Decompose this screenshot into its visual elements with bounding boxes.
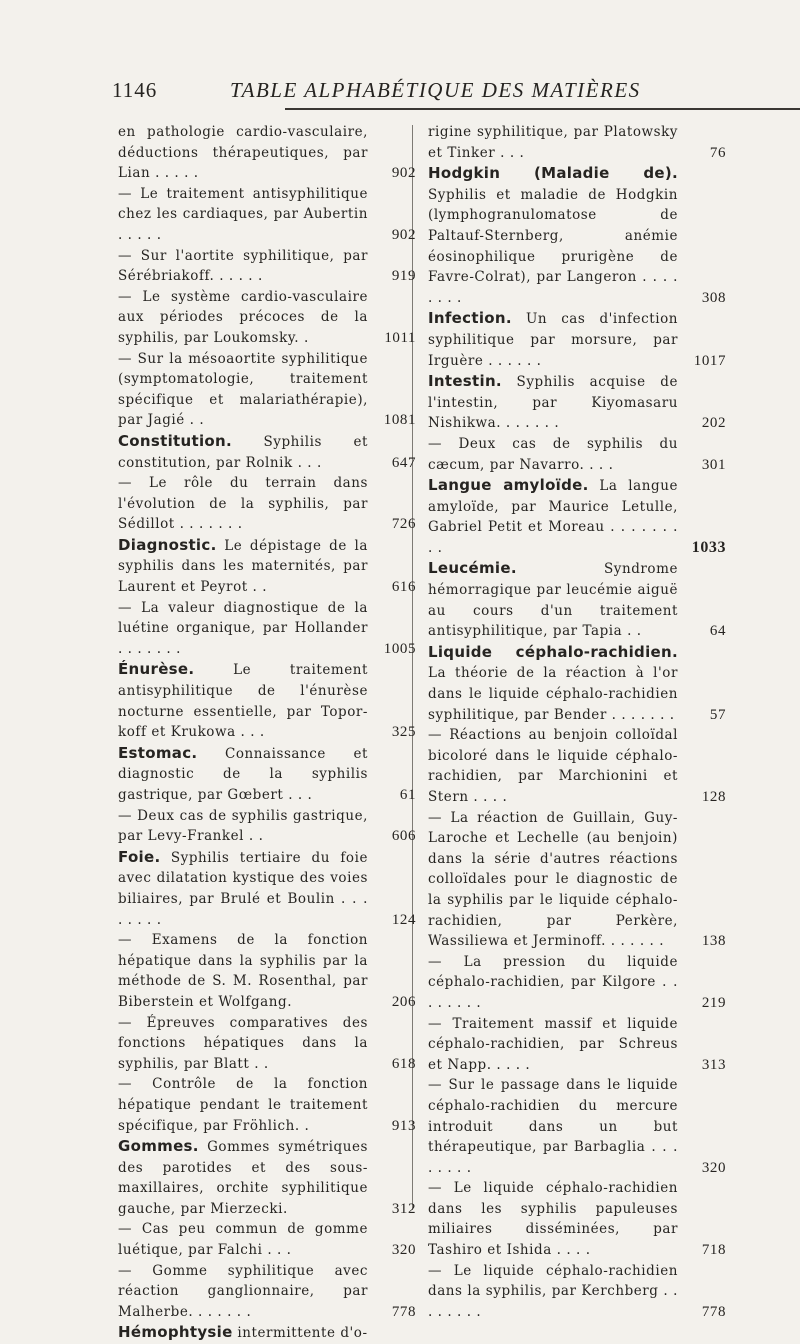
page-reference: 647 bbox=[391, 454, 416, 471]
entry-text: — La réaction de Guillain, Guy-Laroche et Lechelle (au benjoin) dans la série d'autres réactions colloïdales pour le diagnostic de la syphilis par le liquide céphalo-rachidien, par Perkère, Wassiliewa et Jerminoff. . . . . . . bbox=[428, 809, 678, 950]
index-entry bbox=[118, 1136, 416, 1219]
index-subentry bbox=[118, 349, 416, 431]
entry-text: — La pression du liquide céphalo-rachidien, par Kilgore . . . . . . . . bbox=[428, 953, 678, 1011]
page-reference: 1005 bbox=[383, 640, 416, 657]
left-column bbox=[118, 122, 416, 1344]
index-subentry bbox=[428, 1075, 726, 1178]
entry-text: intermittente d'o- bbox=[232, 1325, 368, 1342]
entry-heading: Infection. bbox=[428, 309, 512, 328]
index-subentry bbox=[428, 434, 726, 475]
index-subentry bbox=[118, 1261, 416, 1323]
index-subentry bbox=[118, 598, 416, 660]
page-reference: 202 bbox=[701, 415, 726, 432]
entry-text: La théorie de la réaction à l'or dans le liquide céphalo-rachidien syphilitique, par Bender . . . . . . . bbox=[428, 665, 678, 723]
right-column bbox=[428, 122, 726, 1322]
page-reference: 616 bbox=[391, 579, 416, 596]
index-subentry bbox=[118, 1219, 416, 1260]
page-reference: 913 bbox=[391, 1117, 416, 1134]
entry-text: — Sur la mésoaortite syphilitique (symptomatologie, traitement spécifique et malariathérapie), par Jagié . . bbox=[118, 350, 368, 429]
entry-text: Syphilis acquise de l'intestin, par Kiyomasaru Nishikwa. . . . . . . bbox=[428, 374, 678, 432]
entry-text: Connaissance et diagnostic de la syphilis gastrique, par Gœbert . . . bbox=[118, 745, 368, 803]
index-subentry bbox=[118, 806, 416, 847]
index-entry bbox=[428, 308, 726, 371]
page-reference: 1033 bbox=[691, 538, 726, 556]
page-reference: 219 bbox=[701, 994, 726, 1011]
entry-text: Syphilis tertiaire du foie avec dilatation kystique des voies biliaires, par Brulé et Boulin . . . . . . . . bbox=[118, 849, 368, 928]
index-subentry bbox=[118, 184, 416, 246]
index-entry bbox=[118, 431, 416, 473]
entry-text: — Le système cardio-vasculaire aux périodes précoces de la syphilis, par Loukomsky. . bbox=[118, 288, 368, 346]
page-reference: 313 bbox=[701, 1056, 726, 1073]
page-reference: 1081 bbox=[383, 412, 416, 429]
entry-heading: Gommes. bbox=[118, 1137, 199, 1156]
entry-text: — Cas peu commun de gomme luétique, par Falchi . . . bbox=[118, 1221, 368, 1259]
entry-heading: Leucémie. bbox=[428, 559, 517, 578]
entry-heading: Foie. bbox=[118, 847, 161, 866]
page-reference: 726 bbox=[391, 516, 416, 533]
index-subentry bbox=[428, 952, 726, 1014]
entry-text: Gommes symétriques des parotides et des sous-maxillaires, orchite syphilitique gauche, par Mierzecki. bbox=[118, 1139, 368, 1217]
index-subentry bbox=[428, 1261, 726, 1323]
index-subentry bbox=[428, 725, 726, 807]
entry-text: — Le traitement antisyphilitique chez les cardiaques, par Aubertin . . . . . bbox=[118, 185, 368, 243]
page-reference: 301 bbox=[701, 456, 726, 473]
header-rule bbox=[285, 108, 800, 110]
page-reference: 320 bbox=[701, 1159, 726, 1176]
page-reference: 1011 bbox=[384, 329, 416, 346]
entry-text: Le traitement antisyphilitique de l'énurèse nocturne essentielle, par Topor-koff et Krukowa . . . bbox=[118, 662, 368, 741]
entry-heading: Énurèse. bbox=[118, 660, 195, 679]
entry-text: — Sur l'aortite syphilitique, par Sérébriakoff. . . . . . bbox=[118, 247, 368, 285]
entry-text: — Gomme syphilitique avec réaction ganglionnaire, par Malherbe. . . . . . . bbox=[118, 1262, 368, 1320]
entry-text: — Deux cas de syphilis gastrique, par Levy-Frankel . . bbox=[118, 807, 368, 845]
entry-text: — Le liquide céphalo-rachidien dans la syphilis, par Kerchberg . . . . . . . . bbox=[428, 1262, 678, 1320]
index-entry bbox=[118, 847, 416, 930]
running-title: TABLE ALPHABÉTIQUE DES MATIÈRES bbox=[230, 78, 641, 102]
page-reference: 606 bbox=[391, 828, 416, 845]
entry-heading: Diagnostic. bbox=[118, 535, 217, 554]
index-entry bbox=[428, 642, 726, 725]
index-subentry bbox=[118, 1074, 416, 1136]
entry-text: — Sur le passage dans le liquide céphalo-rachidien du mercure introduit dans un but thérapeutique, par Barbaglia . . . . . . . . bbox=[428, 1077, 678, 1176]
page-reference: 308 bbox=[701, 289, 726, 306]
page-reference: 64 bbox=[709, 623, 726, 640]
page-reference: 320 bbox=[391, 1242, 416, 1259]
page-reference: 919 bbox=[391, 268, 416, 285]
page-reference: 312 bbox=[391, 1200, 416, 1217]
entry-text: en pathologie cardio-vasculaire, déductions thérapeutiques, par Lian . . . . . bbox=[118, 124, 368, 182]
page-reference: 618 bbox=[391, 1055, 416, 1072]
index-entry bbox=[118, 659, 416, 742]
page-reference: 718 bbox=[701, 1242, 726, 1259]
page-reference: 902 bbox=[391, 226, 416, 243]
entry-text: Syndrome hémorragique par leucémie aiguë au cours d'un traitement antisyphilitique, par Tapia . . bbox=[428, 561, 678, 640]
page-reference: 61 bbox=[399, 787, 416, 803]
index-subentry bbox=[118, 930, 416, 1012]
index-subentry bbox=[428, 808, 726, 952]
page-reference: 1017 bbox=[693, 352, 726, 369]
entry-text: Syphilis et constitution, par Rolnik . . . bbox=[118, 433, 368, 471]
entry-heading: Hodgkin (Maladie de). bbox=[428, 164, 678, 183]
page-reference: 57 bbox=[709, 706, 726, 723]
entry-heading: Estomac. bbox=[118, 743, 198, 762]
index-entry bbox=[428, 163, 726, 308]
entry-text: — Traitement massif et liquide céphalo-rachidien, par Schreus et Napp. . . . . bbox=[428, 1015, 678, 1073]
page-reference: 325 bbox=[391, 724, 416, 741]
page-reference: 902 bbox=[391, 165, 416, 182]
index-entry bbox=[118, 1322, 416, 1344]
page-reference: 778 bbox=[701, 1303, 726, 1320]
entry-text: — La valeur diagnostique de la luétine organique, par Hollander . . . . . . . bbox=[118, 599, 368, 657]
page-reference: 124 bbox=[391, 911, 416, 928]
entry-text: Un cas d'infection syphilitique par morsure, par Irguère . . . . . . bbox=[428, 311, 678, 369]
index-subentry bbox=[428, 122, 726, 163]
entry-heading: Langue amyloïde. bbox=[428, 476, 589, 495]
index-subentry bbox=[428, 1014, 726, 1076]
page-reference: 128 bbox=[701, 789, 726, 805]
index-entry bbox=[118, 535, 416, 598]
entry-text: Syphilis et maladie de Hodgkin (lymphogranulomatose de Paltauf-Sternberg, anémie éosinophilique prurigène de Favre-Colrat), par Langeron . . . . . . . . bbox=[428, 186, 678, 306]
entry-heading: Intestin. bbox=[428, 372, 502, 391]
entry-heading: Hémophtysie bbox=[118, 1323, 233, 1342]
page-reference: 778 bbox=[391, 1303, 416, 1320]
entry-text: rigine syphilitique, par Platowsky et Tinker . . . bbox=[428, 124, 678, 161]
index-subentry bbox=[118, 473, 416, 535]
entry-text: — Contrôle de la fonction hépatique pendant le traitement spécifique, par Fröhlich. . bbox=[118, 1076, 368, 1134]
index-subentry bbox=[118, 246, 416, 287]
index-entry bbox=[118, 743, 416, 806]
index-entry bbox=[428, 475, 726, 558]
page-reference: 206 bbox=[391, 993, 416, 1010]
entry-text: — Examens de la fonction hépatique dans la syphilis par la méthode de S. M. Rosenthal, par Biberstein et Wolfgang. bbox=[118, 932, 368, 1010]
page-reference: 76 bbox=[709, 144, 726, 161]
index-subentry bbox=[118, 1013, 416, 1075]
entry-heading: Constitution. bbox=[118, 431, 232, 450]
entry-text: Le dépistage de la syphilis dans les maternités, par Laurent et Peyrot . . bbox=[118, 537, 368, 596]
index-subentry bbox=[428, 1178, 726, 1260]
index-subentry bbox=[118, 287, 416, 349]
entry-text: — Épreuves comparatives des fonctions hépatiques dans la syphilis, par Blatt . . bbox=[118, 1014, 368, 1072]
entry-text: La langue amyloïde, par Maurice Letulle, Gabriel Petit et Moreau . . . . . . . . . bbox=[428, 478, 678, 556]
index-entry bbox=[428, 558, 726, 641]
index-entry bbox=[428, 371, 726, 434]
entry-text: — Réactions au benjoin colloïdal bicoloré dans le liquide céphalo-rachidien, par Marchionini et Stern . . . . bbox=[428, 727, 678, 805]
entry-text: — Le rôle du terrain dans l'évolution de la syphilis, par Sédillot . . . . . . . bbox=[118, 475, 368, 533]
index-subentry bbox=[118, 122, 416, 184]
entry-text: — Deux cas de syphilis du cæcum, par Navarro. . . . bbox=[428, 435, 678, 473]
page-number: 1146 bbox=[112, 78, 158, 102]
page-header bbox=[112, 72, 800, 112]
page-reference: 138 bbox=[701, 933, 726, 950]
entry-heading: Liquide céphalo-rachidien. bbox=[428, 642, 678, 661]
entry-text: — Le liquide céphalo-rachidien dans les syphilis papuleuses miliaires disséminées, par Tashiro et Ishida . . . . bbox=[428, 1180, 678, 1259]
